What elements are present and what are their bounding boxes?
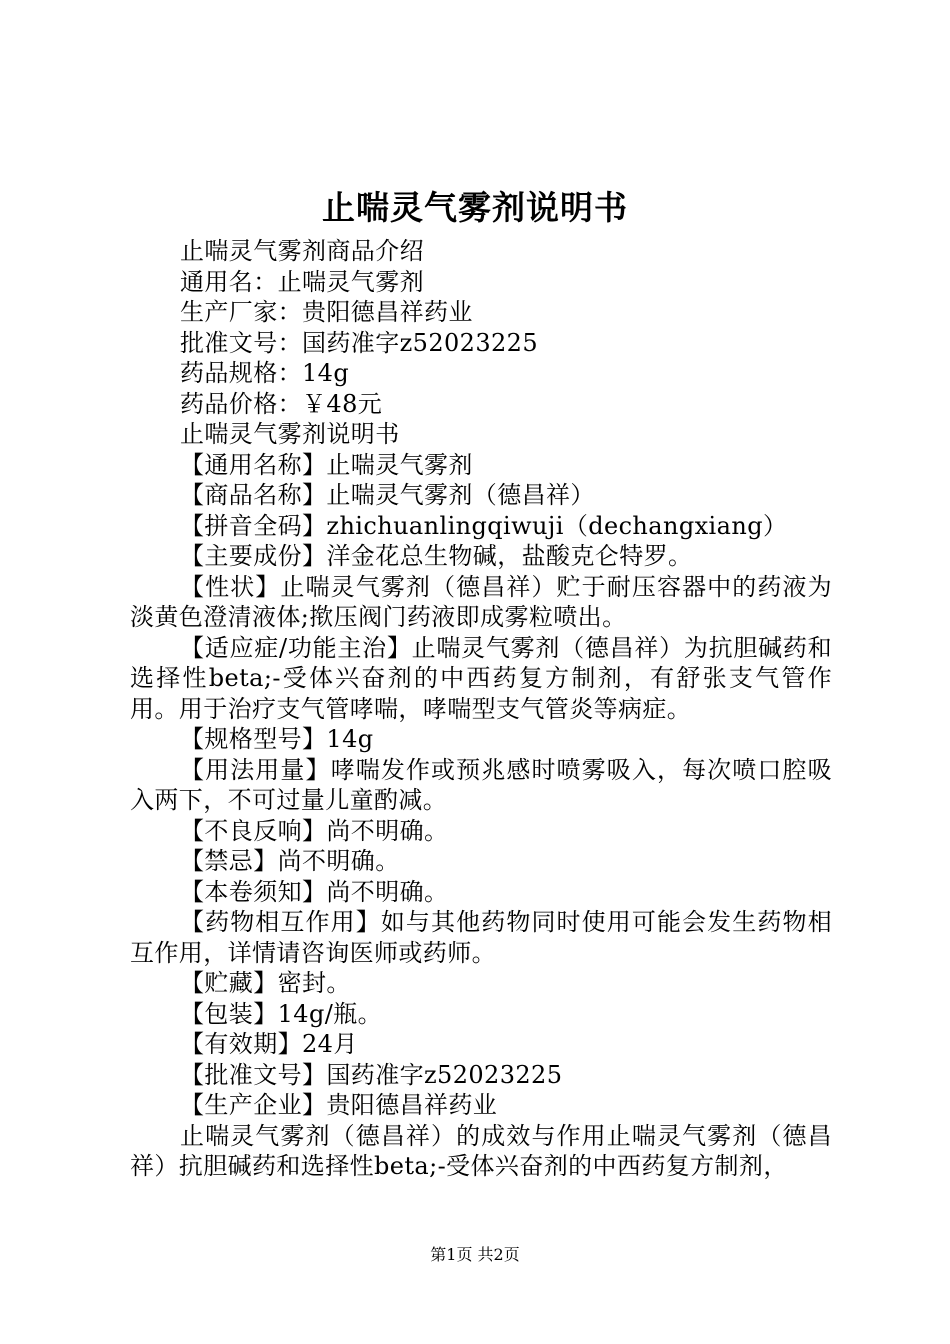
paragraph-packaging: 【包装】14g/瓶。	[180, 999, 382, 1028]
paragraph-specification: 药品规格：14g	[180, 359, 350, 387]
document-body	[130, 236, 832, 1182]
paragraph-interactions: 【药物相互作用】如与其他药物同时使用可能会发生药物相互作用，详情请咨询医师或药师。	[130, 908, 832, 967]
paragraph-intro-heading: 止喘灵气雾剂商品介绍	[180, 237, 424, 265]
paragraph-ingredients: 【主要成份】洋金花总生物碱，盐酸克仑特罗。	[180, 542, 693, 570]
paragraph-dosage: 【用法用量】哮喘发作或预兆感时喷雾吸入，每次喷口腔吸入两下，不可过量儿童酌减。	[130, 755, 832, 814]
page-number-footer: 第1页 共2页	[430, 1245, 520, 1264]
paragraph-efficacy: 止喘灵气雾剂（德昌祥）的成效与作用止喘灵气雾剂（德昌祥）抗胆碱药和选择性beta;-受体兴奋剂的中西药复方制剂，	[130, 1121, 832, 1180]
paragraph-contraindications: 【禁忌】尚不明确。	[180, 847, 400, 875]
paragraph-model: 【规格型号】14g	[180, 725, 374, 753]
paragraph-storage: 【贮藏】密封。	[180, 969, 351, 997]
paragraph-adverse-reactions: 【不良反响】尚不明确。	[180, 816, 449, 845]
paragraph-brand-name: 【商品名称】止喘灵气雾剂（德昌祥）	[180, 481, 595, 509]
paragraph-approval-number: 批准文号：国药准字z52023225	[180, 328, 538, 357]
paragraph-shelf-life: 【有效期】24月	[180, 1030, 358, 1058]
paragraph-generic-name: 通用名：止喘灵气雾剂	[180, 267, 424, 296]
paragraph-price: 药品价格：￥48元	[180, 389, 383, 418]
document-title: 止喘灵气雾剂说明书	[322, 188, 628, 227]
paragraph-manufacturer: 生产厂家：贵阳德昌祥药业	[180, 298, 473, 326]
paragraph-common-name: 【通用名称】止喘灵气雾剂	[180, 450, 473, 479]
paragraph-precautions: 【本卷须知】尚不明确。	[180, 877, 449, 906]
paragraph-producer: 【生产企业】贵阳德昌祥药业	[180, 1091, 498, 1119]
paragraph-properties: 【性状】止喘灵气雾剂（德昌祥）贮于耐压容器中的药液为淡黄色澄清液体;揿压阀门药液即成雾粒喷出。	[130, 572, 832, 631]
paragraph-indications: 【适应症/功能主治】止喘灵气雾剂（德昌祥）为抗胆碱药和选择性beta;-受体兴奋剂的中西药复方制剂，有舒张支气管作用。用于治疗支气管哮喘，哮喘型支气管炎等病症。	[130, 633, 832, 723]
paragraph-approval-number-2: 【批准文号】国药准字z52023225	[180, 1060, 563, 1089]
paragraph-manual-heading: 止喘灵气雾剂说明书	[180, 420, 400, 448]
paragraph-pinyin: 【拼音全码】zhichuanlingqiwuji（dechangxiang）	[180, 511, 788, 540]
